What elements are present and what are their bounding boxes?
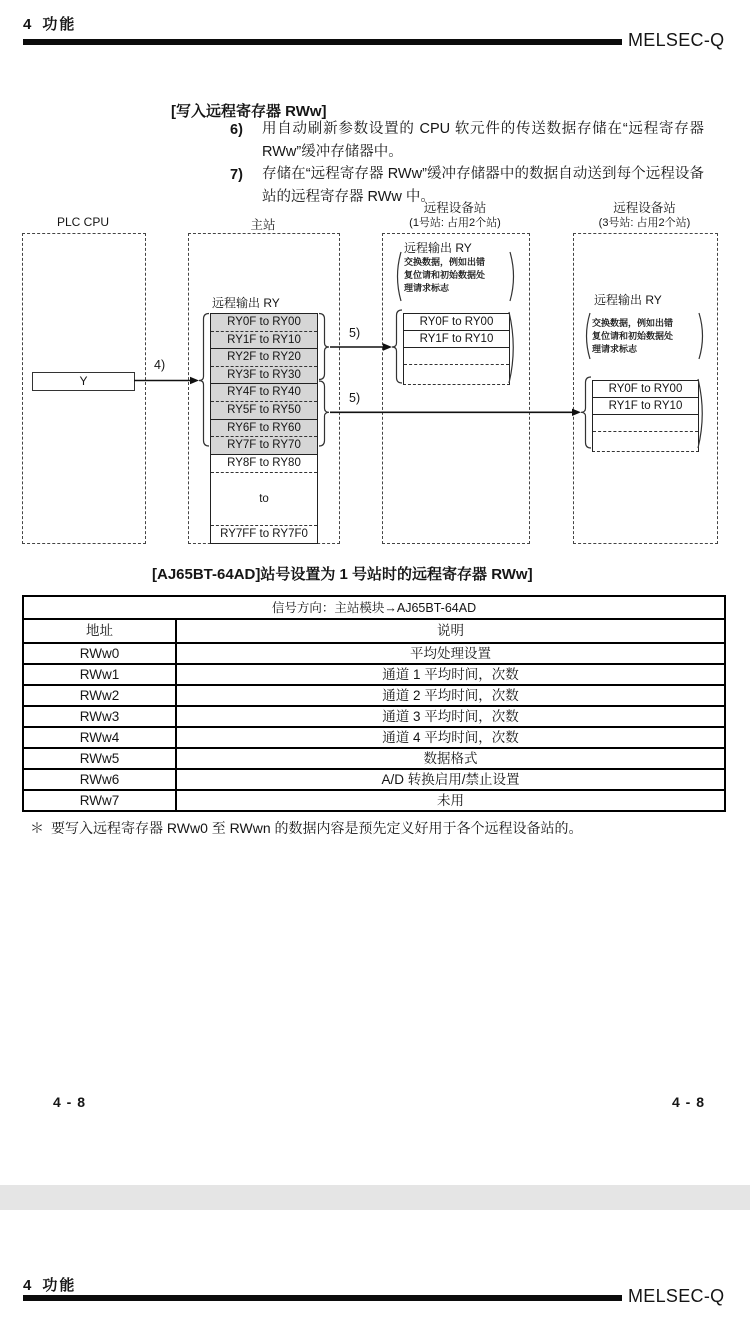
y-device-box: Y xyxy=(32,372,135,391)
remote1-ry-row: RY0F to RY00 xyxy=(404,314,509,331)
register-table-direction-header: 信号方向：主站模块→AJ65BT-64AD xyxy=(24,597,724,620)
cell-description: 通道 1 平均时间，次数 xyxy=(382,666,519,682)
remote1-note-line: 复位请和初始数据处 xyxy=(404,270,486,280)
footnote xyxy=(30,820,583,837)
page-separator-band xyxy=(0,1185,750,1210)
list-item-7-number: 7) xyxy=(230,167,243,183)
master-ry-row: RY2F to RY20 xyxy=(211,348,317,366)
column-header-address: 地址 xyxy=(24,620,177,642)
remote1-note xyxy=(404,256,506,295)
section-title-write-rww: [写入远程寄存器 RWw] xyxy=(171,103,327,120)
next-page-header xyxy=(23,1274,76,1295)
cell-description: 通道 3 平均时间，次数 xyxy=(382,708,519,724)
next-header-rule xyxy=(23,1295,622,1301)
table-row xyxy=(24,686,724,707)
list-item-7-text: 存储在“远程寄存器 RWw”缓冲存储器中的数据自动送到每个远程设备站的远程寄存器 RWw 中。 xyxy=(262,166,704,205)
remote-station-2-sublabel: (3号站: 占用2个站) xyxy=(598,217,691,229)
brand-label: MELSEC-Q xyxy=(628,30,725,50)
remote2-ry-row-empty xyxy=(593,432,698,451)
chapter-title: 功能 xyxy=(42,1277,77,1294)
chapter-title: 功能 xyxy=(42,16,77,33)
remote1-note-line: 交换数据，例如出错 xyxy=(404,257,486,267)
table-row xyxy=(24,665,724,686)
remote2-note xyxy=(592,317,694,356)
master-station-label: 主站 xyxy=(250,218,276,232)
remote1-output-label: 远程输出 RY xyxy=(404,241,472,255)
chapter-number: 4 xyxy=(23,16,33,33)
cell-description: 通道 2 平均时间，次数 xyxy=(382,687,519,703)
list-item-6-text: 用自动刷新参数设置的 CPU 软元件的传送数据存储在“远程寄存器 RWw”缓冲存储器中。 xyxy=(262,121,704,160)
cell-address: RWw5 xyxy=(24,749,177,768)
remote2-note-line: 复位请和初始数据处 xyxy=(592,331,674,341)
table-row xyxy=(24,770,724,791)
cell-description: 数据格式 xyxy=(423,750,478,766)
master-ry-row: RY1F to RY10 xyxy=(211,331,317,349)
master-ry-row: RY3F to RY30 xyxy=(211,366,317,384)
remote1-ry-row: RY1F to RY10 xyxy=(404,331,509,348)
page-header xyxy=(23,13,76,34)
list-item-6-number: 6) xyxy=(230,122,243,138)
cell-address: RWw6 xyxy=(24,770,177,789)
master-ry-row: RY4F to RY40 xyxy=(211,383,317,401)
master-ry-row: to xyxy=(211,472,317,525)
cell-description: 平均处理设置 xyxy=(410,645,491,661)
arrow-5b-label: 5) xyxy=(349,391,361,405)
header-rule xyxy=(23,39,622,45)
master-ry-row: RY7F to RY70 xyxy=(211,436,317,454)
cell-address: RWw2 xyxy=(24,686,177,705)
register-table-title: [AJ65BT-64AD]站号设置为 1 号站时的远程寄存器 RWw] xyxy=(152,566,533,583)
data-flow-diagram xyxy=(0,195,750,560)
master-ry-row: RY7FF to RY7F0 xyxy=(211,525,317,543)
remote-station-1-sublabel: (1号站: 占用2个站) xyxy=(409,217,501,229)
table-row xyxy=(24,644,724,665)
column-header-description: 说明 xyxy=(437,623,464,638)
master-remote-output-label: 远程输出 RY xyxy=(212,296,280,310)
cell-address: RWw4 xyxy=(24,728,177,747)
remote-station-1-label: 远程设备站 xyxy=(423,201,487,215)
remote-station-2-label: 远程设备站 xyxy=(613,201,676,215)
remote1-ry-table xyxy=(403,313,510,385)
table-row xyxy=(24,728,724,749)
remote2-output-label: 远程输出 RY xyxy=(594,293,662,307)
remote2-ry-table xyxy=(592,380,699,452)
table-row xyxy=(24,749,724,770)
page-number-left: 4 - 8 xyxy=(53,1094,87,1110)
cell-address: RWw3 xyxy=(24,707,177,726)
remote2-note-line: 理请求标志 xyxy=(592,344,638,354)
cell-address: RWw7 xyxy=(24,791,177,810)
remote2-ry-row: RY1F to RY10 xyxy=(593,398,698,415)
remote2-ry-row-empty xyxy=(593,415,698,432)
cell-address: RWw1 xyxy=(24,665,177,684)
register-table-column-headers xyxy=(24,620,724,644)
next-brand-label: MELSEC-Q xyxy=(628,1286,725,1306)
table-row xyxy=(24,707,724,728)
cell-description: 通道 4 平均时间，次数 xyxy=(382,729,519,745)
remote1-ry-row-empty xyxy=(404,365,509,384)
cell-address: RWw0 xyxy=(24,644,177,663)
master-ry-row: RY8F to RY80 xyxy=(211,454,317,472)
remote1-note-line: 理请求标志 xyxy=(404,283,450,293)
page-number-right: 4 - 8 xyxy=(672,1094,706,1110)
master-ry-table xyxy=(210,313,318,544)
remote2-note-line: 交换数据，例如出错 xyxy=(592,318,674,328)
footnote-marker: ＊ xyxy=(30,820,44,836)
cell-description: A/D 转换启用/禁止设置 xyxy=(381,771,520,787)
footnote-text: 要写入远程寄存器 RWw0 至 RWwn 的数据内容是预先定义好用于各个远程设备站的。 xyxy=(51,820,583,836)
cell-description: 未用 xyxy=(437,792,464,808)
register-table xyxy=(22,595,726,812)
arrow-5a-label: 5) xyxy=(349,326,361,340)
plc-cpu-label: PLC CPU xyxy=(56,215,109,229)
master-ry-row: RY0F to RY00 xyxy=(211,314,317,331)
table-row xyxy=(24,791,724,810)
master-ry-row: RY5F to RY50 xyxy=(211,401,317,419)
master-ry-row: RY6F to RY60 xyxy=(211,419,317,437)
chapter-number: 4 xyxy=(23,1277,33,1294)
arrow-4-label: 4) xyxy=(154,358,166,372)
remote2-ry-row: RY0F to RY00 xyxy=(593,381,698,398)
remote1-ry-row-empty xyxy=(404,348,509,365)
